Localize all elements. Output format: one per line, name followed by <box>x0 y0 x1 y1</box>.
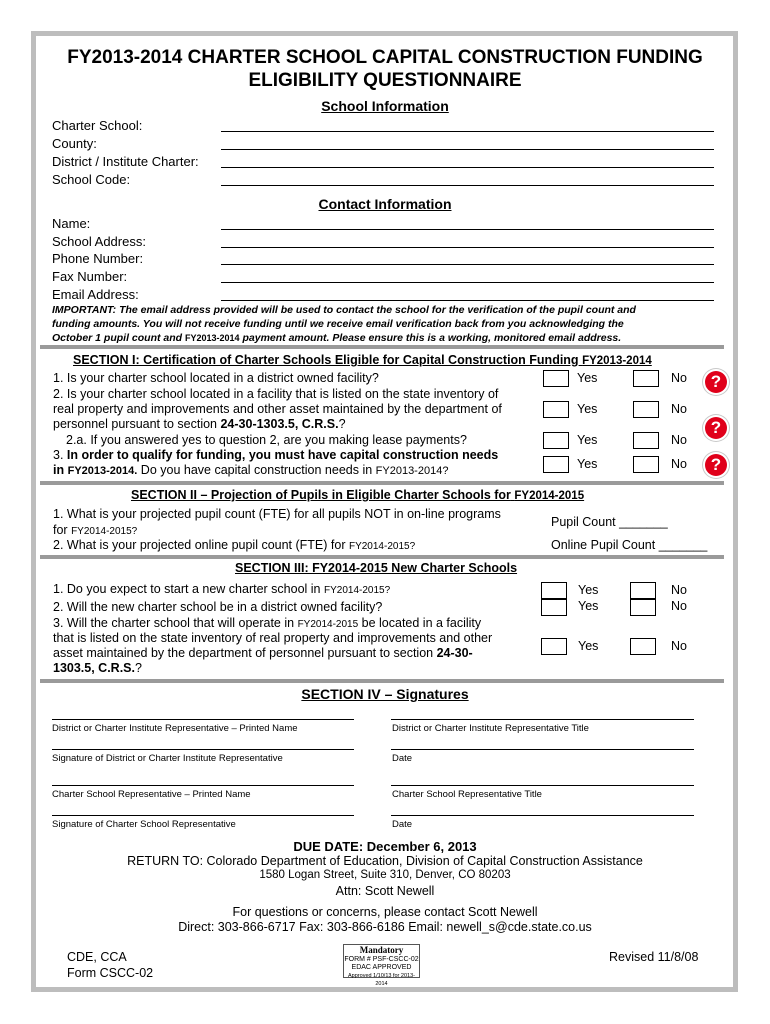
charter-rep-name-line[interactable] <box>52 785 354 786</box>
charter-rep-signature-line[interactable] <box>52 815 354 816</box>
no-label: No <box>671 457 687 471</box>
section1-q2-line1: 2. Is your charter school located in a facility that is listed on the state inventory of <box>53 387 499 401</box>
questions-contact: For questions or concerns, please contact Scott Newell <box>232 905 538 919</box>
section4-heading: SECTION IV – Signatures <box>301 686 469 702</box>
charter-school-label: Charter School: <box>52 118 143 133</box>
school-address-label: School Address: <box>52 234 146 249</box>
no-label: No <box>671 402 687 416</box>
section3-q3-line2: that is listed on the state inventory of real property and improvements and other <box>53 631 493 645</box>
form-number-label: Form CSCC-02 <box>67 966 154 980</box>
section3-q3-yes-checkbox[interactable] <box>541 638 567 655</box>
district-rep-date-label: Date <box>392 753 413 764</box>
section2-q1-line1: 1. What is your projected pupil count (FTE) for all pupils NOT in on-line programs <box>53 507 501 521</box>
section-divider <box>40 481 724 485</box>
pupil-count-field[interactable]: Pupil Count _______ <box>551 515 668 529</box>
section1-heading: SECTION I: Certification of Charter Schools Eligible for Capital Construction Funding FY2013-2014 <box>73 353 652 367</box>
section-divider <box>40 345 724 349</box>
section3-q1: 1. Do you expect to start a new charter school in FY2014-2015? <box>53 582 391 596</box>
charter-school-field[interactable] <box>221 131 714 132</box>
school-address-field[interactable] <box>221 247 714 248</box>
district-rep-signature-line[interactable] <box>52 749 354 750</box>
section3-q2-no-checkbox[interactable] <box>630 599 656 616</box>
section1-q2a-yes-checkbox[interactable] <box>543 432 569 449</box>
section3-q3-line4: 1303.5, C.R.S.? <box>53 661 142 675</box>
charter-rep-title-label: Charter School Representative Title <box>392 789 542 800</box>
section-divider <box>40 679 724 683</box>
district-charter-field[interactable] <box>221 167 714 168</box>
section2-heading: SECTION II – Projection of Pupils in Eligible Charter Schools for FY2014-2015 <box>131 488 585 502</box>
return-address: 1580 Logan Street, Suite 310, Denver, CO 80203 <box>259 869 511 881</box>
district-rep-name-line[interactable] <box>52 719 354 720</box>
section-divider <box>40 555 724 559</box>
section1-q3-line2: in FY2013-2014. Do you have capital construction needs in FY2013-2014? <box>53 463 449 477</box>
section1-q3-no-checkbox[interactable] <box>633 456 659 473</box>
section3-heading: SECTION III: FY2014-2015 New Charter Schools <box>235 561 518 575</box>
section1-q2-line2: real property and improvements and other asset maintained by the department of <box>53 402 502 416</box>
section1-q1-yes-checkbox[interactable] <box>543 370 569 387</box>
help-icon[interactable]: ? <box>705 371 727 393</box>
stamp-date: Approved 1/10/13 for 2013-2014 <box>348 973 415 987</box>
section3-q1-yes-checkbox[interactable] <box>541 582 567 599</box>
cde-cca-label: CDE, CCA <box>67 950 127 964</box>
school-info-heading: School Information <box>321 98 449 114</box>
no-label: No <box>671 599 687 613</box>
yes-label: Yes <box>577 371 598 385</box>
section3-q2-yes-checkbox[interactable] <box>541 599 567 616</box>
important-note-line1: IMPORTANT: The email address provided will be used to contact the school for the verification of the pupil count and <box>52 304 636 316</box>
charter-rep-title-line[interactable] <box>391 785 694 786</box>
section1-q2-no-checkbox[interactable] <box>633 401 659 418</box>
email-address-label: Email Address: <box>52 287 139 302</box>
section1-q3-yes-checkbox[interactable] <box>543 456 569 473</box>
section1-q2-yes-checkbox[interactable] <box>543 401 569 418</box>
charter-rep-signature-label: Signature of Charter School Representative <box>52 819 236 830</box>
district-charter-label: District / Institute Charter: <box>52 154 199 169</box>
due-date: DUE DATE: December 6, 2013 <box>293 839 477 854</box>
name-label: Name: <box>52 216 91 231</box>
section3-q2: 2. Will the new charter school be in a district owned facility? <box>53 600 383 614</box>
attention: Attn: Scott Newell <box>335 884 435 898</box>
county-label: County: <box>52 136 97 151</box>
phone-number-field[interactable] <box>221 264 714 265</box>
name-field[interactable] <box>221 229 714 230</box>
fax-number-field[interactable] <box>221 282 714 283</box>
yes-label: Yes <box>578 639 599 653</box>
mandatory-approval-stamp <box>343 944 420 987</box>
stamp-form-number: FORM # PSF-CSCC-02 <box>344 956 419 963</box>
charter-rep-date-line[interactable] <box>391 815 694 816</box>
district-rep-name-label: District or Charter Institute Representative – Printed Name <box>52 723 298 734</box>
district-rep-title-label: District or Charter Institute Representative Title <box>392 723 589 734</box>
no-label: No <box>671 433 687 447</box>
online-pupil-count-field[interactable]: Online Pupil Count _______ <box>551 538 708 552</box>
section2-q2: 2. What is your projected online pupil count (FTE) for FY2014-2015? <box>53 538 416 552</box>
charter-rep-name-label: Charter School Representative – Printed Name <box>52 789 251 800</box>
section3-q3-line3: asset maintained by the department of personnel pursuant to section 24-30- <box>53 646 473 660</box>
yes-label: Yes <box>578 583 599 597</box>
district-rep-date-line[interactable] <box>391 749 694 750</box>
stamp-approved: EDAC APPROVED <box>351 964 412 971</box>
help-icon[interactable]: ? <box>705 454 727 476</box>
phone-number-label: Phone Number: <box>52 251 144 266</box>
revised-date: Revised 11/8/08 <box>609 950 699 964</box>
no-label: No <box>671 639 687 653</box>
section1-q2a-no-checkbox[interactable] <box>633 432 659 449</box>
charter-rep-date-label: Date <box>392 819 413 830</box>
no-label: No <box>671 371 687 385</box>
return-to: RETURN TO: Colorado Department of Education, Division of Capital Construction Assistance <box>127 854 643 868</box>
stamp-title: Mandatory <box>359 945 404 955</box>
school-code-label: School Code: <box>52 172 131 187</box>
email-address-field[interactable] <box>221 300 714 301</box>
district-rep-title-line[interactable] <box>391 719 694 720</box>
form-title-line1: FY2013-2014 CHARTER SCHOOL CAPITAL CONSTRUCTION FUNDING <box>67 47 703 68</box>
district-rep-signature-label: Signature of District or Charter Institute Representative <box>52 753 283 764</box>
section3-q1-no-checkbox[interactable] <box>630 582 656 599</box>
county-field[interactable] <box>221 149 714 150</box>
section1-q1: 1. Is your charter school located in a district owned facility? <box>53 371 379 385</box>
yes-label: Yes <box>578 599 599 613</box>
section3-q3-line1: 3. Will the charter school that will operate in FY2014-2015 be located in a facility <box>53 616 482 630</box>
yes-label: Yes <box>577 402 598 416</box>
form-title-line2: ELIGIBILITY QUESTIONNAIRE <box>248 70 522 91</box>
important-note-line3: October 1 pupil count and FY2013-2014 payment amount. Please ensure this is a working, monitored email address. <box>52 332 622 344</box>
section1-q1-no-checkbox[interactable] <box>633 370 659 387</box>
section3-q3-no-checkbox[interactable] <box>630 638 656 655</box>
section1-q3-line1: 3. In order to qualify for funding, you must have capital construction needs <box>53 448 499 462</box>
section2-q1-line2: for FY2014-2015? <box>53 523 138 537</box>
no-label: No <box>671 583 687 597</box>
contact-info-heading: Contact Information <box>318 196 452 212</box>
help-icon[interactable]: ? <box>705 417 727 439</box>
section1-q2a: 2.a. If you answered yes to question 2, are you making lease payments? <box>66 433 467 447</box>
school-code-field[interactable] <box>221 185 714 186</box>
important-note-line2: funding amounts. You will not receive funding until we receive email verification back from you acknowledging the <box>52 318 624 330</box>
contact-details: Direct: 303-866-6717 Fax: 303-866-6186 Email: newell_s@cde.state.co.us <box>178 920 592 934</box>
fax-number-label: Fax Number: <box>52 269 128 284</box>
yes-label: Yes <box>577 433 598 447</box>
section1-q2-line3: personnel pursuant to section 24-30-1303.5, C.R.S.? <box>53 417 346 431</box>
yes-label: Yes <box>577 457 598 471</box>
